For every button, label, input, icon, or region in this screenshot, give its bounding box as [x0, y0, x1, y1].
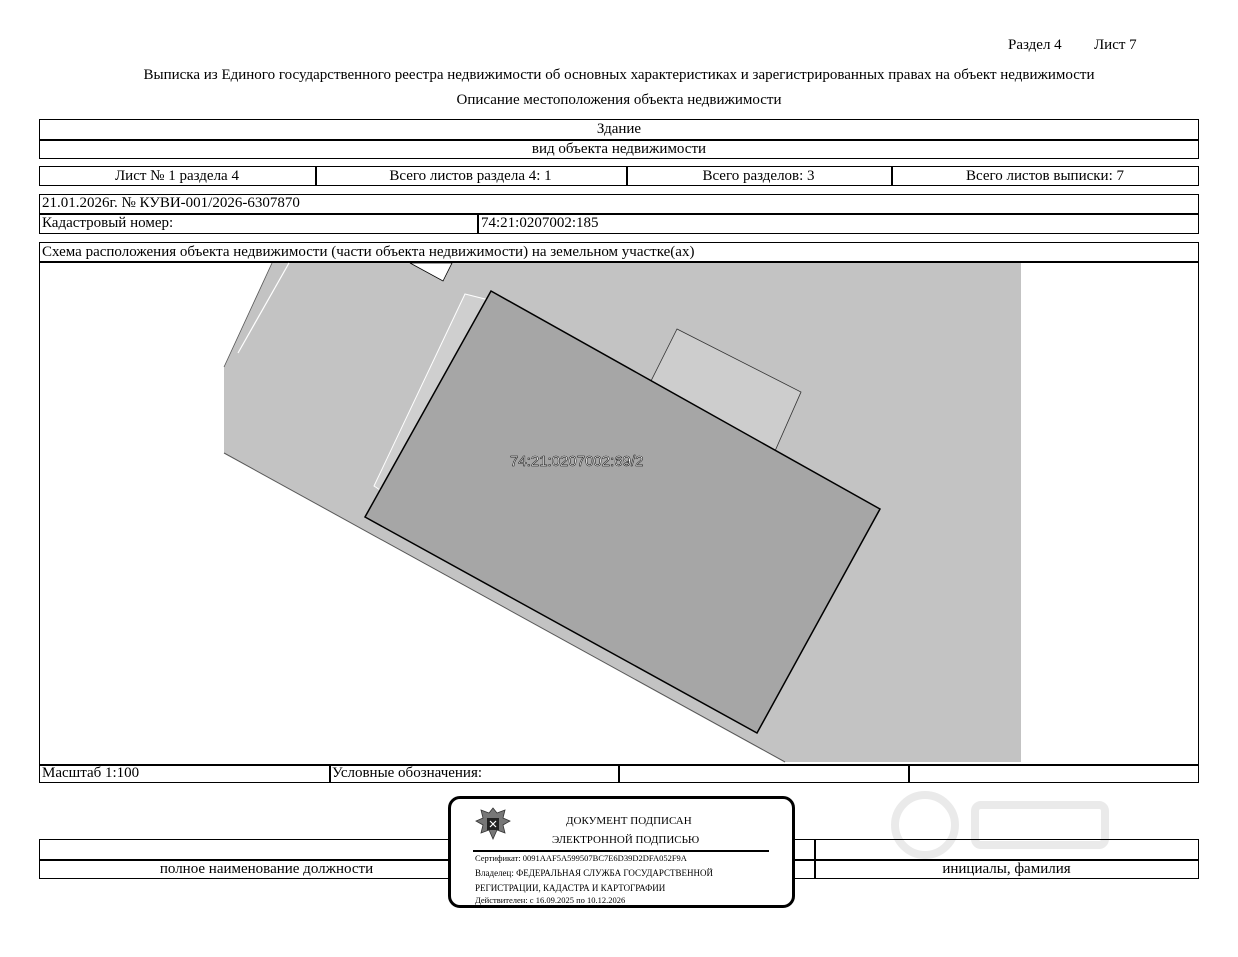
sheet-number: Лист 7 [1094, 37, 1137, 53]
document-title: Выписка из Единого государственного реестра недвижимости об основных характеристиках и зарегистрированных правах на объект недвижимости [143, 67, 1095, 83]
total-sheets-extract: Всего листов выписки: 7 [966, 168, 1124, 184]
legend-label: Условные обозначения: [332, 765, 483, 781]
stamp-line-2: ЭЛЕКТРОННОЙ ПОДПИСЬЮ [552, 834, 700, 846]
total-sheets-section: Всего листов раздела 4: 1 [389, 168, 552, 184]
object-type-caption: вид объекта недвижимости [531, 141, 707, 157]
cadastral-number: 74:21:0207002:185 [481, 215, 599, 231]
location-scheme-map [40, 262, 1198, 764]
scheme-title: Схема расположения объекта недвижимости (части объекта недвижимости) на земельном участке(ах) [42, 244, 695, 260]
extract-date-number: 21.01.2026г. № КУВИ-001/2026-6307870 [42, 195, 300, 211]
name-caption: инициалы, фамилия [942, 861, 1071, 877]
sheet-of-section: Лист № 1 раздела 4 [115, 168, 239, 184]
section-number: Раздел 4 [1008, 37, 1062, 53]
stamp-owner-2: РЕГИСТРАЦИИ, КАДАСТРА И КАРТОГРАФИИ [475, 883, 666, 893]
divider [39, 213, 1199, 215]
total-sections: Всего разделов: 3 [702, 168, 815, 184]
divider [329, 764, 331, 783]
stamp-line-1: ДОКУМЕНТ ПОДПИСАН [566, 815, 692, 827]
position-caption: полное наименование должности [159, 861, 374, 877]
stamp-valid: Действителен: с 16.09.2025 по 10.12.2026 [475, 895, 626, 905]
watermark-logo [880, 780, 1120, 880]
scale-label: Масштаб 1:100 [42, 765, 140, 781]
stamp-owner-1: Владелец: ФЕДЕРАЛЬНАЯ СЛУЖБА ГОСУДАРСТВЕННОЙ [475, 868, 714, 878]
object-type: Здание [596, 121, 642, 137]
divider [618, 764, 620, 783]
electronic-signature-stamp [448, 796, 795, 908]
document-subtitle: Описание местоположения объекта недвижимости [456, 92, 782, 108]
stamp-certificate: Сертификат: 0091AAF5A599507BC7E6D39D2DFA052F9A [475, 853, 687, 863]
divider [473, 850, 769, 852]
coat-of-arms-icon [473, 805, 513, 843]
cadastral-label: Кадастровый номер: [42, 215, 174, 231]
parcel-label: 74:21:0207002:69/2 [510, 453, 644, 470]
divider [477, 213, 479, 234]
